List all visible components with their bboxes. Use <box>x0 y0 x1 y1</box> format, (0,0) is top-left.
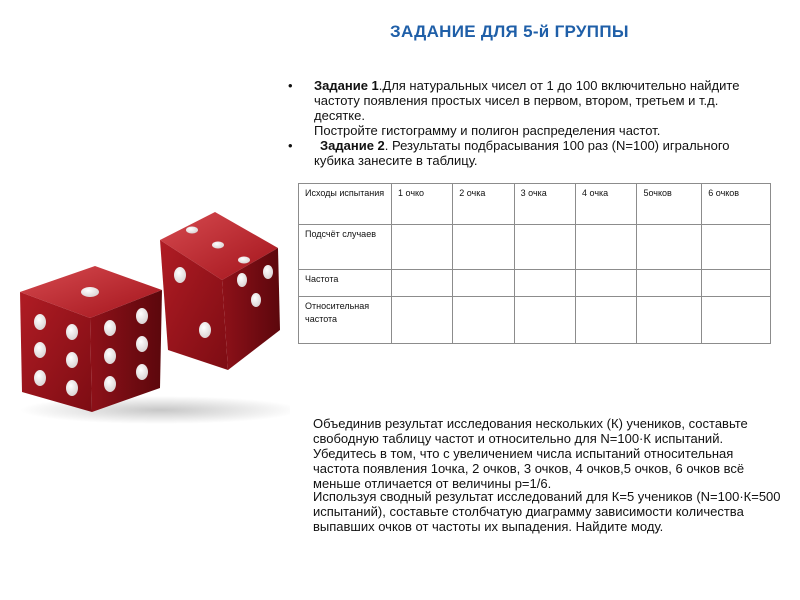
die-pip <box>104 348 116 364</box>
table-header-row <box>299 184 771 225</box>
die-pip <box>238 257 250 264</box>
die-pip <box>212 242 224 249</box>
task-2 <box>288 138 748 168</box>
die-pip <box>174 267 186 283</box>
table-header-cell: Исходы испытания <box>299 184 392 225</box>
table-cell <box>453 270 514 297</box>
table-cell <box>392 225 453 270</box>
table-header-cell: 4 очка <box>576 184 637 225</box>
die-pip <box>66 324 78 340</box>
die-pip <box>34 314 46 330</box>
table-row <box>299 270 771 297</box>
table-row <box>299 297 771 344</box>
table-cell <box>576 270 637 297</box>
table-cell <box>702 225 771 270</box>
table-cell <box>514 225 575 270</box>
table-cell <box>576 297 637 344</box>
bullet: • <box>288 138 293 153</box>
task-1 <box>288 78 748 138</box>
bullet: • <box>288 78 293 93</box>
table-cell <box>514 270 575 297</box>
table-cell <box>637 297 702 344</box>
table-cell <box>637 225 702 270</box>
die-pip <box>263 265 273 279</box>
die-pip <box>136 336 148 352</box>
table-cell <box>514 297 575 344</box>
table-cell <box>453 225 514 270</box>
results-table <box>298 183 771 344</box>
die-pip <box>104 376 116 392</box>
die-pip <box>186 227 198 234</box>
die-pip <box>251 293 261 307</box>
die-pip <box>81 287 99 297</box>
table-row-label: Частота <box>299 270 392 297</box>
table-header-cell: 6 очков <box>702 184 771 225</box>
task-1-text-2: Постройте гистограмму и полигон распределения частот. <box>314 123 661 138</box>
paragraph-2: Используя сводный результат исследований для К=5 учеников (N=100·К=500 испытаний), составьте столбчатую диаграмму зависимости количества выпавших очков от частоты их выпадения. Найдите моду. <box>313 489 781 534</box>
task-1-label: Задание 1 <box>314 78 379 93</box>
table-row-label: Относительная частота <box>299 297 392 344</box>
task-2-label: Задание 2 <box>320 138 385 153</box>
die-pip <box>34 370 46 386</box>
die-pip <box>104 320 116 336</box>
table-header-cell: 5очков <box>637 184 702 225</box>
table-cell <box>576 225 637 270</box>
paragraph-1: Объединив результат исследования нескольких (К) учеников, составьте свободную таблицу частот и относительно для N=100·К испытаний. Убедитесь в том, что с увеличением числа испытаний относительная частота появления 1очка, 2 очков, 3 очков, 4 очков,5 очков, 6 очков всё меньше отличается от величины р=1/6. <box>313 416 748 491</box>
task-list <box>288 78 748 168</box>
table-cell <box>637 270 702 297</box>
table-header-cell: 1 очко <box>392 184 453 225</box>
table-header-cell: 2 очка <box>453 184 514 225</box>
table-cell <box>392 270 453 297</box>
table-row <box>299 225 771 270</box>
task-2-text: . Результаты подбрасывания 100 раз (N=100) игрального кубика занесите в таблицу. <box>314 138 730 168</box>
front-die <box>20 266 162 412</box>
die-pip <box>136 308 148 324</box>
table-cell <box>392 297 453 344</box>
table-row-label: Подсчёт случаев <box>299 225 392 270</box>
die-pip <box>237 273 247 287</box>
die-pip <box>66 352 78 368</box>
table-cell <box>453 297 514 344</box>
back-die <box>160 212 280 370</box>
die-pip <box>136 364 148 380</box>
die-pip <box>34 342 46 358</box>
page-title: ЗАДАНИЕ ДЛЯ 5-й ГРУППЫ <box>390 22 629 41</box>
table-cell <box>702 297 771 344</box>
task-1-text: .Для натуральных чисел от 1 до 100 включительно найдите частоту появления простых чисел в первом, втором, третьем и т.д. десятке. <box>314 78 740 123</box>
table-cell <box>702 270 771 297</box>
dice-image <box>10 200 290 430</box>
table-header-cell: 3 очка <box>514 184 575 225</box>
die-pip <box>66 380 78 396</box>
die-pip <box>199 322 211 338</box>
